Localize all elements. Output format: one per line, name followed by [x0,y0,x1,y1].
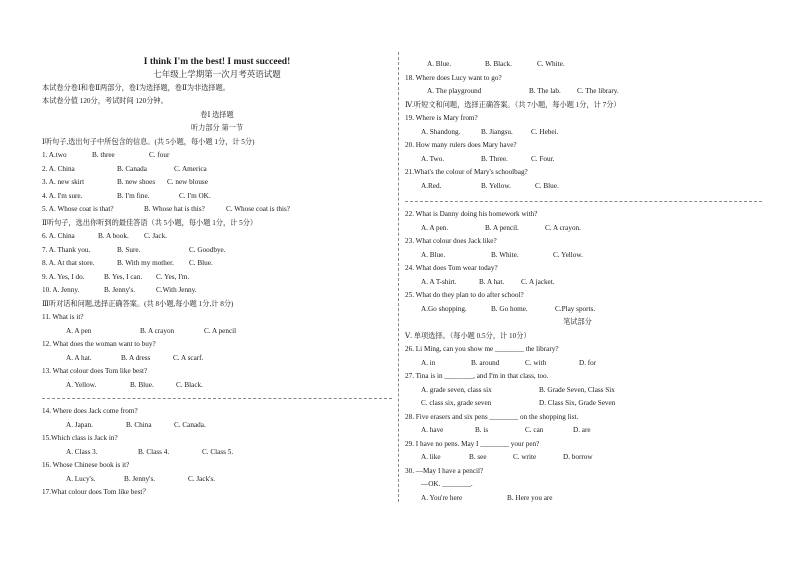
question-stem: 20. How many rulers does Mary have? [405,141,517,149]
option-row [405,424,750,438]
option: B. Class 4. [138,447,170,456]
option-row [405,153,750,167]
option-row [42,325,392,339]
option: B. A hat. [479,277,505,286]
question-row [42,203,392,217]
question-stem: 15.Which class is Jack in? [42,434,118,442]
question-row [42,149,392,163]
option: B. China [126,420,152,429]
option: B. see [469,453,487,461]
question-stem: 16. Whose Chinese book is it? [42,461,130,469]
option: A. in [421,358,436,367]
option: C. Class 5. [202,447,234,456]
option: D. Class Six, Grade Seven [539,399,616,407]
option: A. Blue. [421,250,446,259]
option-row [42,379,392,393]
option: 8. A. At that store. [42,259,95,267]
option: 7. A. Thank you. [42,245,91,254]
volume-heading: 卷Ⅰ 选择题 [200,110,234,119]
option: B. new shoes [117,178,156,186]
fold-divider [42,398,392,399]
option: B. A crayon [140,326,175,335]
option: A. The playground [427,87,482,95]
option: 5. A. Whose coat is that? [42,205,114,213]
section-heading: 听力部分 第一节 [190,124,244,132]
option: C. Four. [531,154,555,163]
option: 9. A. Yes, I do. [42,272,85,281]
option: B. A pencil. [485,223,519,232]
option: 10. A. Jenny. [42,286,80,294]
option: C. Yellow. [553,250,583,259]
option: C.Play sports. [555,304,596,313]
option-row [405,126,750,140]
option: C. new blouse [167,178,208,186]
question-stem: 23. What colour does Jack like? [405,237,497,245]
option: C. A crayon. [545,223,581,232]
option-row [405,222,750,236]
option-row [405,384,750,398]
section-instruction: Ⅰ听句子,选出句子中所包含的信息。(共 5小题，每小题 1分，计 5分) [42,137,255,146]
option: C. I'm OK. [179,191,211,200]
option: C. Hebei. [531,127,559,136]
column-divider [398,52,399,502]
option: B. Go home. [491,304,528,313]
option: B. Canada [117,164,147,173]
option: C. Jack. [144,232,167,240]
option: B. Jenny's. [104,286,136,294]
section-instruction: Ⅱ听句子，选出你听到的最佳答语（共 5小题，每小题 1分，计 5分） [42,218,258,227]
option: 6. A. China [42,232,75,240]
motto-title: I think I'm the best! I must succeed! [143,57,291,67]
question-stem: 21.What's the colour of Mary's schoolbag? [405,168,528,176]
dialogue-reply: —OK. ________. [421,480,473,488]
option: B. Yellow. [481,181,511,190]
question-stem: 19. Where is Mary from? [405,114,478,122]
option: D. for [579,358,597,367]
option: C. four [149,151,170,159]
option: C. Jack's. [188,474,216,483]
option-row [405,303,750,317]
option: 1. A.two [42,151,67,159]
question-stem: 13. What colour does Tom like best? [42,367,148,375]
question-stem: 18. Where does Lucy want to go? [405,73,502,82]
option: A. Japan. [66,420,93,429]
option: A. A pen [66,326,92,335]
option-row [42,446,392,460]
exam-title: 七年级上学期第一次月考英语试题 [153,69,281,79]
option: B. is [475,426,489,434]
option-row [42,419,392,433]
option: B. The lab. [529,87,561,95]
option: C. can [525,426,544,434]
option: A. Blue. [427,60,452,68]
option: A. Class 3. [66,447,98,456]
right-column [405,58,750,505]
left-column [42,56,392,500]
option: B. Yes, I can. [104,272,143,281]
question-row [42,284,392,298]
question-row [42,163,392,177]
option-row [405,397,750,411]
question-stem: 28. Five erasers and six pens ________ on the shopping list. [405,412,579,421]
question-row [42,271,392,285]
option: C.With Jenny. [156,286,197,294]
option-row [405,85,750,99]
option: B. Here you are [507,493,553,502]
option: C. A jacket. [521,277,555,286]
option: A. A hat. [66,353,92,362]
section-heading: 笔试部分 [563,318,592,326]
option: B. Three. [481,154,508,163]
option-row [405,276,750,290]
question-stem: 27. Tina is in ________, and I'm in that class, too. [405,372,549,380]
option: B. Blue. [130,380,154,389]
option: C. class six, grade seven [421,399,492,407]
option: B. Grade Seven, Class Six [539,385,615,394]
exam-note: 本试卷分值 120分，考试时间 120分钟。 [42,97,168,105]
option: C. Black. [176,380,203,389]
option: B. Jiangsu. [481,127,513,136]
question-stem: 30. —May I have a pencil? [405,466,484,475]
option: C. White. [537,60,565,68]
option: A. Shandong. [421,127,461,136]
option: C. A pencil [204,326,237,335]
option: C. Goodbye. [189,245,226,254]
option: A. Yellow. [66,380,97,389]
question-row [42,244,392,258]
option: D. borrow [563,453,593,461]
option: A. have [421,426,444,434]
question-row [42,230,392,244]
section-instruction: Ⅴ. 单项选择。（每小题 0.5分，计 10分） [405,331,531,340]
option-row [42,473,392,487]
option-row [42,352,392,366]
option: A. like [421,453,441,461]
option: C. write [513,453,537,461]
option: A. A T-shirt. [421,277,457,286]
option-row [405,357,750,371]
option: C. America [174,164,207,173]
option: A.Go shopping. [421,304,467,313]
option: A. grade seven, class six [421,385,492,394]
option: B. A dress [121,353,151,362]
option: A.Red. [421,181,442,190]
option: B. three [92,151,115,159]
option: 2. A. China [42,164,75,173]
option: 3. A. new skirt [42,178,85,186]
option: B. Whose hat is this? [144,205,205,213]
question-stem: 17.What colour does Tom like best？ [42,488,150,496]
option: C. Blue. [535,181,559,190]
option: B. Jenny's. [124,474,156,483]
question-stem: 25. What do they plan to do after school? [405,291,524,299]
option-row [405,180,750,194]
option: B. A book. [98,232,129,240]
option: B. White. [491,250,519,259]
option: C. Whose coat is this? [226,205,290,213]
option: C. Canada. [174,420,206,429]
question-row [42,190,392,204]
option: C. Blue. [189,259,213,267]
option: 4. A. I'm sure. [42,191,83,200]
option: A. A pen. [421,223,449,232]
exam-note: 本试卷分卷Ⅰ和卷Ⅱ两部分，卷Ⅰ为选择题，卷Ⅱ为非选择题。 [42,83,230,92]
section-instruction: Ⅳ.听短文和问题，选择正确答案。（共 7小题，每小题 1分，计 7分） [405,100,621,109]
option: A. You're here [421,493,463,502]
question-row [42,176,392,190]
question-stem: 26. Li Ming, can you show me ________ the library? [405,345,559,353]
option: B. Black. [485,60,512,68]
option: D. are [573,426,591,434]
option: A. Two. [421,154,445,163]
option: B. Sure. [117,245,141,254]
question-stem: 12. What does the woman want to buy? [42,340,156,348]
option: B. With my mother. [117,259,174,267]
option-row [405,492,750,506]
fold-divider [405,201,762,202]
option-row [405,249,750,263]
option-row [405,451,750,465]
question-stem: 29. I have no pens. May I ________ your pen? [405,439,540,448]
option-row [405,58,750,72]
question-stem: 22. What is Danny doing his homework with? [405,210,538,218]
option: A. Lucy's. [66,474,96,483]
option: B. around [471,358,500,367]
option: C. with [525,358,547,367]
option: C. The library. [577,87,619,95]
option: C. A scarf. [173,353,204,362]
question-stem: 11. What is it? [42,313,84,321]
option: C. Yes, I'm. [156,272,190,281]
question-stem: 24. What does Tom wear today? [405,264,498,272]
section-instruction: Ⅲ听对话和问题,选择正确答案。(共 8小题,每小题 1分,计 8分) [42,299,234,308]
option: B. I'm fine. [117,191,150,200]
question-row [42,257,392,271]
question-stem: 14. Where does Jack come from? [42,407,138,415]
